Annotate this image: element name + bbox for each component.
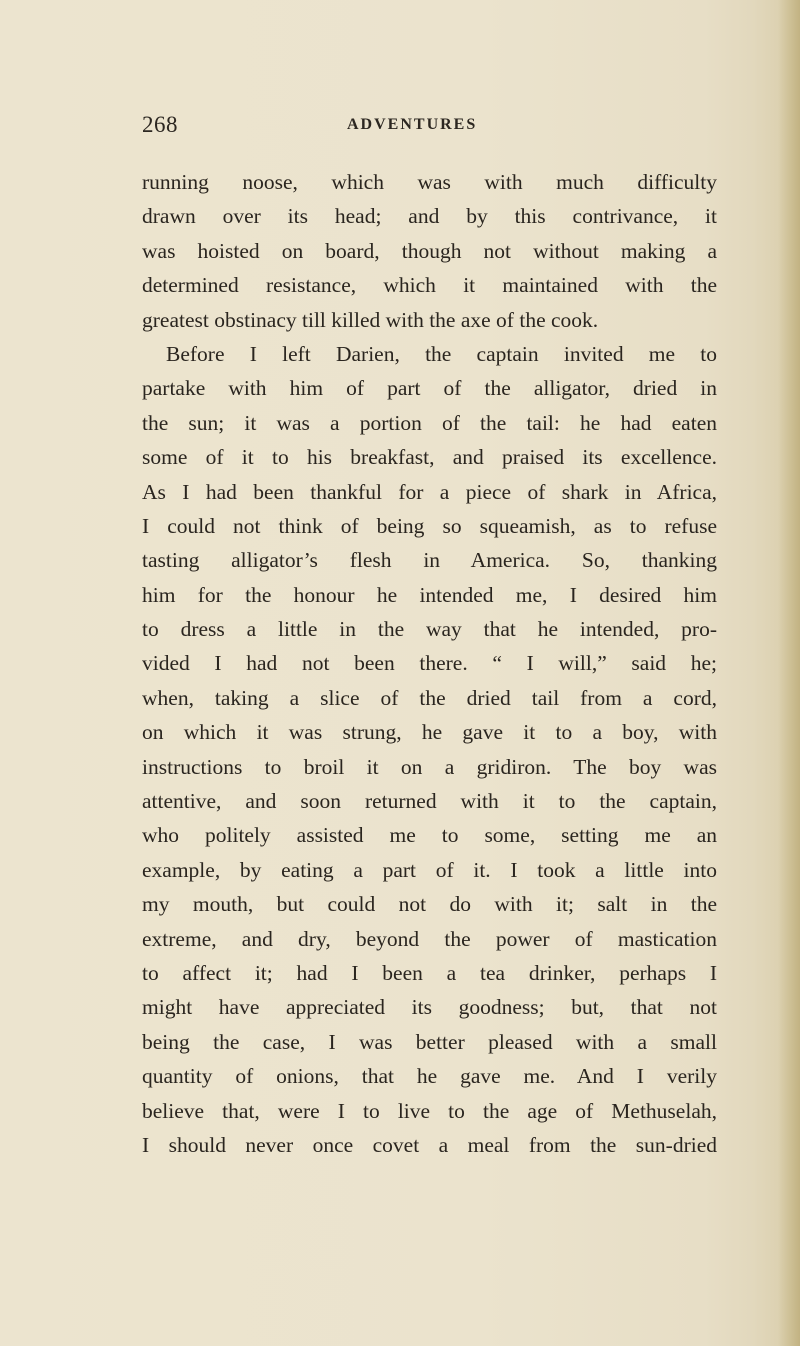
text-line: who politely assisted me to some, setting me an: [142, 823, 717, 848]
text-line: believe that, were I to live to the age of Methuselah,: [142, 1098, 717, 1123]
text-line: on which it was strung, he gave it to a boy, with: [142, 720, 717, 745]
text-line: example, by eating a part of it. I took a little into: [142, 857, 717, 882]
text-line: extreme, and dry, beyond the power of mastication: [142, 926, 717, 951]
text-line: the sun; it was a portion of the tail: he had eaten: [142, 410, 717, 435]
text-line: tasting alligator’s flesh in America. So, thanking: [142, 548, 717, 573]
text-line: attentive, and soon returned with it to the captain,: [142, 789, 717, 814]
text-line: instructions to broil it on a gridiron. The boy was: [142, 754, 717, 779]
running-head: [142, 112, 702, 146]
running-title: ADVENTURES: [347, 116, 478, 133]
text-line: might have appreciated its goodness; but, that not: [142, 995, 717, 1020]
text-line: was hoisted on board, though not without making a: [142, 238, 717, 263]
text-line: him for the honour he intended me, I desired him: [142, 582, 717, 607]
page-edge-shadow: [778, 0, 800, 1346]
text-line: to dress a little in the way that he intended, pro-: [142, 617, 717, 642]
text-line: quantity of onions, that he gave me. And I verily: [142, 1064, 717, 1089]
text-line: being the case, I was better pleased with a small: [142, 1029, 717, 1054]
text-line: drawn over its head; and by this contrivance, it: [142, 204, 717, 229]
text-line: my mouth, but could not do with it; salt in the: [142, 892, 717, 917]
body-text: [142, 165, 717, 1162]
text-line: Before I left Darien, the captain invited me to: [166, 341, 717, 366]
text-line: when, taking a slice of the dried tail from a cord,: [142, 685, 717, 710]
text-line: determined resistance, which it maintained with the: [142, 273, 717, 298]
text-line: As I had been thankful for a piece of shark in Africa,: [142, 479, 717, 504]
text-line: I should never once covet a meal from the sun-dried: [142, 1132, 717, 1157]
text-line: vided I had not been there. “ I will,” said he;: [142, 651, 717, 676]
text-line: to affect it; had I been a tea drinker, perhaps I: [142, 960, 717, 985]
text-line: some of it to his breakfast, and praised its excellence.: [142, 445, 717, 470]
text-line: running noose, which was with much difficulty: [142, 170, 717, 194]
page-number: 268: [142, 112, 178, 137]
text-line: I could not think of being so squeamish, as to refuse: [142, 513, 717, 538]
text-line: partake with him of part of the alligator, dried in: [142, 376, 717, 401]
text-line: greatest obstinacy till killed with the axe of the cook.: [142, 307, 599, 332]
